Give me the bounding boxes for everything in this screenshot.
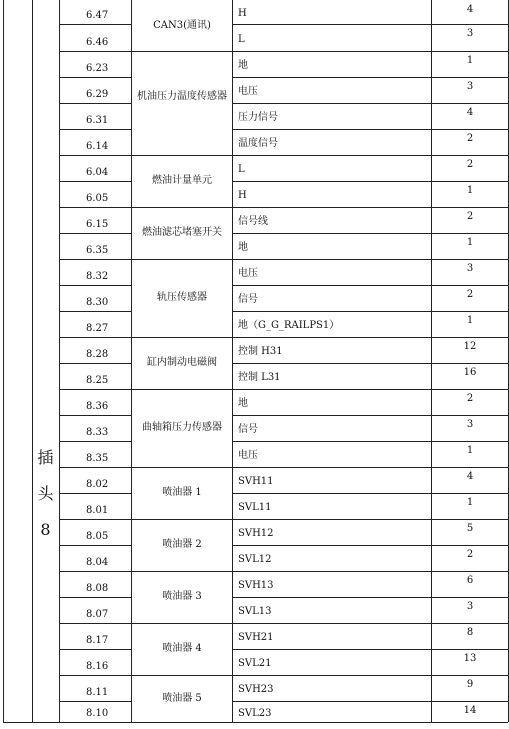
- signal-cell: 电压: [238, 450, 258, 461]
- wire-number-cell: 3: [466, 263, 474, 274]
- pin-cell: 6.05: [86, 193, 109, 204]
- signal-cell: 地: [238, 60, 248, 71]
- signal-cell: 信号: [238, 294, 258, 305]
- wire-number-cell: 1: [466, 445, 474, 456]
- signal-cell: SVL13: [238, 606, 272, 617]
- pin-cell: 8.28: [86, 349, 109, 360]
- pin-cell: 6.14: [86, 141, 109, 152]
- signal-cell: L: [238, 34, 245, 45]
- wire-number-cell: 1: [466, 315, 474, 326]
- signal-cell: 电压: [238, 86, 258, 97]
- signal-cell: 控制 H31: [238, 346, 283, 357]
- pin-cell: 8.11: [86, 687, 109, 698]
- pin-cell: 8.25: [86, 375, 109, 386]
- pin-cell: 6.23: [86, 63, 109, 74]
- signal-cell: H: [238, 190, 247, 201]
- pin-cell: 8.27: [86, 323, 109, 334]
- pin-cell: 8.36: [86, 401, 109, 412]
- pin-cell: 8.07: [86, 609, 109, 620]
- pin-cell: 6.29: [86, 89, 109, 100]
- signal-cell: SVL12: [238, 554, 272, 565]
- pin-cell: 6.35: [86, 245, 109, 256]
- component-name-cell: 喷油器 3: [162, 591, 202, 602]
- component-name-cell: 喷油器 2: [162, 539, 202, 550]
- component-name-cell: 轨压传感器: [157, 292, 207, 303]
- signal-cell: 控制 L31: [238, 372, 281, 383]
- component-name-cell: 喷油器 1: [162, 487, 202, 498]
- component-name-cell: 缸内制动电磁阀: [147, 357, 217, 368]
- pin-cell: 8.01: [86, 505, 109, 516]
- component-name-cell: 喷油器 5: [162, 693, 202, 704]
- component-name-cell: 燃油滤芯堵塞开关: [142, 227, 222, 238]
- signal-cell: SVL11: [238, 502, 272, 513]
- signal-cell: 地: [238, 398, 248, 409]
- signal-cell: SVH12: [238, 528, 274, 539]
- signal-cell: SVL21: [238, 658, 272, 669]
- wire-number-cell: 4: [466, 471, 474, 482]
- wire-number-cell: 2: [466, 549, 474, 560]
- pin-cell: 8.17: [86, 635, 109, 646]
- wire-number-cell: 4: [466, 4, 474, 15]
- wire-number-cell: 1: [466, 497, 474, 508]
- wire-number-cell: 3: [466, 419, 474, 430]
- wire-number-cell: 13: [463, 653, 477, 664]
- component-name-cell: 燃油计量单元: [152, 175, 212, 186]
- pin-cell: 8.35: [86, 453, 109, 464]
- signal-cell: H: [238, 8, 247, 19]
- signal-cell: 地（G_G_RAILPS1）: [238, 320, 340, 331]
- pin-cell: 8.02: [86, 479, 109, 490]
- pin-cell: 8.30: [86, 297, 109, 308]
- signal-cell: SVH13: [238, 580, 274, 591]
- signal-cell: 温度信号: [238, 138, 278, 149]
- wire-number-cell: 14: [463, 705, 477, 716]
- wire-number-cell: 1: [466, 55, 474, 66]
- wire-number-cell: 5: [466, 523, 474, 534]
- pin-cell: 8.05: [86, 531, 109, 542]
- signal-cell: SVL23: [238, 708, 272, 719]
- pin-cell: 8.04: [86, 557, 109, 568]
- wire-number-cell: 3: [466, 28, 474, 39]
- wire-number-cell: 1: [466, 185, 474, 196]
- signal-cell: 地: [238, 242, 248, 253]
- pin-cell: 6.31: [86, 115, 109, 126]
- wire-number-cell: 12: [463, 341, 477, 352]
- signal-cell: 信号: [238, 424, 258, 435]
- connector-label: 插 头 8: [37, 448, 54, 539]
- component-name-cell: CAN3(通讯): [153, 20, 211, 31]
- component-name-cell: 喷油器 4: [162, 643, 202, 654]
- component-name-cell: 机油压力温度传感器: [137, 91, 227, 102]
- signal-cell: 压力信号: [238, 112, 278, 123]
- wire-number-cell: 3: [466, 81, 474, 92]
- wire-number-cell: 6: [466, 575, 474, 586]
- pin-cell: 8.16: [86, 661, 109, 672]
- wire-number-cell: 2: [466, 133, 474, 144]
- signal-cell: SVH21: [238, 632, 274, 643]
- wire-number-cell: 3: [466, 601, 474, 612]
- wire-number-cell: 2: [466, 393, 474, 404]
- signal-cell: SVH11: [238, 476, 274, 487]
- pin-cell: 6.15: [86, 219, 109, 230]
- pin-cell: 8.32: [86, 271, 109, 282]
- pin-cell: 6.47: [86, 10, 109, 21]
- pin-cell: 6.04: [86, 167, 109, 178]
- wire-number-cell: 2: [466, 289, 474, 300]
- wire-number-cell: 1: [466, 237, 474, 248]
- wire-number-cell: 9: [466, 679, 474, 690]
- wire-number-cell: 4: [466, 107, 474, 118]
- signal-cell: SVH23: [238, 684, 274, 695]
- wire-number-cell: 2: [466, 159, 474, 170]
- wire-number-cell: 8: [466, 627, 474, 638]
- pin-cell: 8.10: [86, 708, 109, 719]
- pin-cell: 8.08: [86, 583, 109, 594]
- signal-cell: L: [238, 164, 245, 175]
- pin-cell: 6.46: [86, 37, 109, 48]
- pin-cell: 8.33: [86, 427, 109, 438]
- component-name-cell: 曲轴箱压力传感器: [142, 422, 222, 433]
- signal-cell: 信号线: [238, 216, 268, 227]
- signal-cell: 电压: [238, 268, 258, 279]
- wire-number-cell: 2: [466, 211, 474, 222]
- wire-number-cell: 16: [463, 367, 477, 378]
